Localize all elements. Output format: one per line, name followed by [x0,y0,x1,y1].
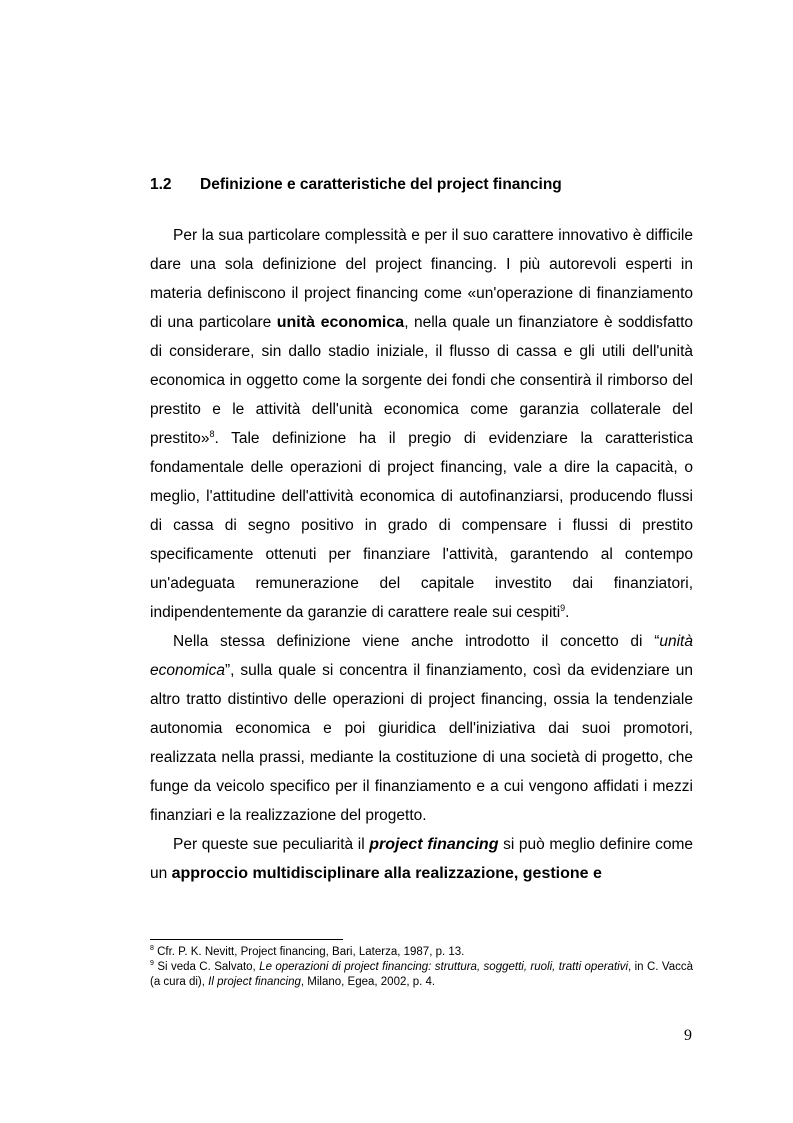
text-run: . Tale definizione ha il pregio di evidenziare la caratteristica fondamentale delle operazioni di project financing, vale a dire la capacità, o meglio, l'attitudine dell'attività economica di autofinanziarsi, producendo flussi di cassa di segno positivo in grado di compensare i flussi di prestito specificamente ottenuti per finanziare l'attività, garantendo al contempo un'adeguata remunerazione del capitale investito dai finanziatori, indipendentemente da garanzie di carattere reale sui cespiti [150,430,693,621]
footnote-italic: Il project financing [208,976,301,988]
section-heading [150,176,710,194]
text-run: Nella stessa definizione viene anche introdotto il concetto di “ [173,633,660,650]
section-number: 1.2 [150,176,172,193]
paragraph-1 [150,221,693,627]
page-number: 9 [684,1027,692,1044]
footnote-text: Cfr. P. K. Nevitt, Project financing, Bari, Laterza, 1987, p. 13. [153,946,465,958]
text-run: si può meglio definire come un [150,836,694,882]
footnote-separator [150,939,343,940]
section-title: Definizione e caratteristiche del project financing [200,176,562,193]
footnotes [150,945,693,990]
italic-term: unità economica [150,633,693,679]
footnote-8 [150,945,693,960]
paragraph-3 [150,830,693,888]
text-run: . [565,604,570,621]
body-text [150,221,693,888]
footnote-9 [150,960,693,990]
paragraph-2 [150,627,693,830]
footnote-mark: 9 [150,960,154,968]
bold-italic-term: project financing [369,836,499,853]
bold-term: unità economica [276,314,405,331]
footnote-text: , Milano, Egea, 2002, p. 4. [300,976,436,988]
footnote-italic: Le operazioni di project financing: struttura, soggetti, ruoli, tratti operativi [259,961,629,973]
text-run: Per queste sue peculiarità il [173,836,370,853]
text-run: Per la sua particolare complessità e per il suo carattere innovativo è difficile dare una sola definizione del project financing. I più autorevoli esperti in materia definiscono il project financing come «un'operazione di finanziamento di una particolare [150,227,693,331]
footnote-text: , in C. Vaccà (a cura di), [150,961,693,988]
footnote-ref-9: 9 [560,602,566,613]
footnote-ref-8: 8 [209,428,215,439]
bold-phrase: approccio multidisciplinare alla realizzazione, gestione e [171,865,602,882]
footnote-text: Si veda C. Salvato, [153,961,260,973]
text-run: , nella quale un finanziatore è soddisfatto di considerare, sin dallo stadio iniziale, il flusso di cassa e gli utili dell'unità economica in oggetto come la sorgente dei fondi che consentirà il rimborso del prestito e le attività dell'unità economica come garanzia collaterale del prestito» [150,314,694,447]
footnote-mark: 8 [150,945,154,953]
text-run: ”, sulla quale si concentra il finanziamento, così da evidenziare un altro tratto distintivo delle operazioni di project financing, ossia la tendenziale autonomia economica e poi giuridica dell'iniziativa dai suoi promotori, realizzata nella prassi, mediante la costituzione di una società di progetto, che funge da veicolo specifico per il finanziamento e a cui vengono affidati i mezzi finanziari e la realizzazione del progetto. [150,662,693,824]
